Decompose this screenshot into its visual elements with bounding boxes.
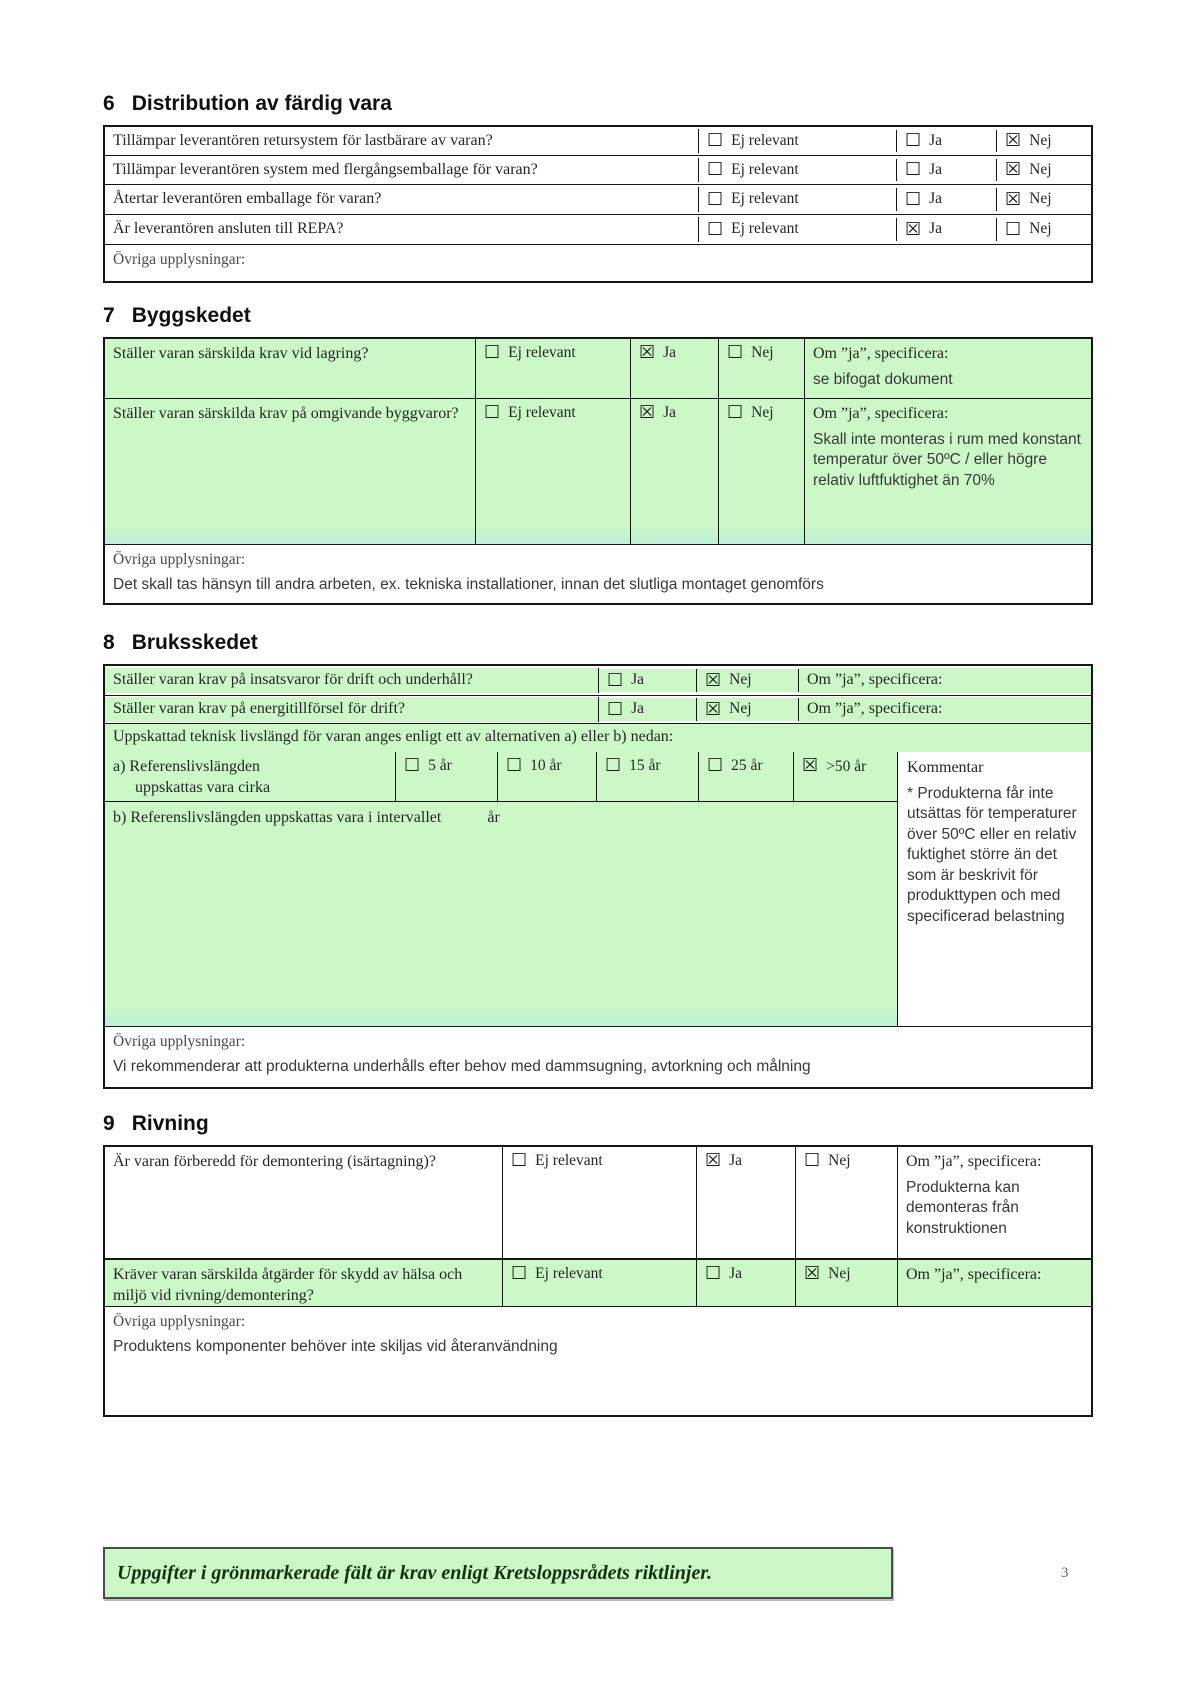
checkbox-ej-relevant[interactable]: ☐: [707, 130, 724, 151]
option-label: Nej: [1029, 131, 1052, 149]
checkbox-ja[interactable]: ☒: [905, 218, 922, 240]
section-9-number: 9: [103, 1112, 115, 1135]
checkbox-ej-relevant[interactable]: ☐: [511, 1263, 528, 1284]
specify-label: Om ”ja”, specificera:: [807, 700, 943, 718]
option-label: Ej relevant: [508, 344, 576, 361]
option-50-ar: [794, 752, 897, 801]
footer-note: Uppgifter i grönmarkerade fält är krav enligt Kretsloppsrådets riktlinjer.: [117, 1561, 713, 1584]
checkbox-ej-relevant[interactable]: ☐: [484, 402, 501, 423]
checkbox-nej[interactable]: ☒: [1005, 130, 1022, 151]
lifespan-alt-b-cell: [105, 802, 897, 1026]
checkbox-ja[interactable]: ☐: [905, 188, 922, 210]
question-cell: [105, 187, 699, 212]
question-cell: [105, 158, 699, 183]
checkbox-ej-relevant[interactable]: ☐: [484, 342, 501, 363]
specify-cell: [898, 1260, 1091, 1306]
comment-title: Kommentar: [907, 759, 984, 776]
specify-cell: [805, 399, 1091, 544]
option-ja: [897, 159, 997, 182]
section-9-title: Rivning: [131, 1112, 209, 1135]
other-info-label: Övriga upplysningar:: [113, 1033, 246, 1050]
specify-label: Om ”ja”, specificera:: [813, 345, 949, 362]
specify-answer[interactable]: Produkterna kan demonteras från konstruktionen: [906, 1178, 1020, 1237]
other-info-value[interactable]: Vi rekommenderar att produkterna underhålls efter behov med dammsugning, avtorkning och målning: [113, 1058, 811, 1076]
option-label: Nej: [828, 1152, 851, 1169]
option-10-ar: [498, 752, 597, 801]
section-7-heading: [103, 304, 1093, 328]
option-nej: [997, 159, 1091, 182]
option-nej: [997, 188, 1091, 211]
comment-cell: [898, 752, 1091, 1026]
other-info-label: Övriga upplysningar:: [113, 251, 246, 268]
lifespan-block: [105, 752, 1091, 1027]
option-label: Nej: [729, 700, 752, 718]
checkbox-nej[interactable]: ☒: [705, 698, 722, 720]
option-ja: [897, 218, 997, 241]
other-info-row: [105, 245, 1091, 281]
option-label: 25 år: [731, 757, 763, 774]
option-ej-relevant: [503, 1260, 697, 1306]
question-cell: [105, 697, 599, 722]
table-row: [105, 666, 1091, 696]
question-cell: [105, 1260, 503, 1306]
footer-note-box: [103, 1547, 893, 1599]
option-label: 10 år: [530, 757, 562, 774]
option-label: Ej relevant: [731, 160, 799, 178]
option-ja: [697, 1260, 796, 1306]
checkbox-ja[interactable]: ☐: [905, 130, 922, 151]
section-7-number: 7: [103, 304, 115, 327]
option-ej-relevant: [699, 130, 897, 153]
checkbox-ja[interactable]: ☒: [639, 342, 656, 363]
option-nej: [697, 698, 799, 721]
option-label: >50 år: [826, 758, 867, 775]
section-8-table: [103, 664, 1093, 1089]
specify-answer[interactable]: Skall inte monteras i rum med konstant temperatur över 50ºC / eller högre relativ luftfuktighet än 70%: [813, 430, 1081, 489]
option-label: Ja: [929, 220, 943, 238]
checkbox-5-ar[interactable]: ☐: [404, 755, 421, 776]
lifespan-alt-a-row: [105, 752, 897, 802]
specify-label: Om ”ja”, specificera:: [906, 1266, 1042, 1283]
option-ja: [897, 188, 997, 211]
lifespan-intro-row: [105, 724, 1091, 752]
alt-b-suffix: år: [487, 809, 500, 826]
section-6-table: [103, 125, 1093, 283]
checkbox-nej[interactable]: ☐: [727, 402, 744, 423]
checkbox-nej[interactable]: ☐: [804, 1150, 821, 1171]
checkbox-ja[interactable]: ☒: [705, 1150, 722, 1171]
question-text: Är leverantören ansluten till REPA?: [113, 220, 344, 238]
checkbox-ja[interactable]: ☐: [607, 669, 624, 691]
checkbox-ej-relevant[interactable]: ☐: [707, 218, 724, 240]
option-label: Ja: [729, 1152, 743, 1169]
other-info-value[interactable]: Produktens komponenter behöver inte skiljas vid återanvändning: [113, 1338, 558, 1356]
option-nej: [719, 339, 805, 398]
option-label: Ej relevant: [508, 404, 576, 421]
option-ja: [631, 339, 719, 398]
alt-a-label-line2: uppskattas vara cirka: [135, 778, 271, 796]
option-ej-relevant: [503, 1147, 697, 1258]
option-label: Nej: [729, 671, 752, 689]
question-cell: [105, 129, 699, 154]
question-text: Återtar leverantören emballage för varan?: [113, 190, 382, 208]
other-info-cell: [105, 545, 1091, 603]
option-ej-relevant: [699, 188, 897, 211]
other-info-label: Övriga upplysningar:: [113, 551, 246, 568]
option-label: Ej relevant: [731, 190, 799, 208]
checkbox-ej-relevant[interactable]: ☐: [511, 1150, 528, 1171]
checkbox-10-ar[interactable]: ☐: [506, 755, 523, 776]
comment-text: * Produkterna får inte utsättas för temperaturer över 50ºC eller en relativ fuktighet större än det som är beskrivit för produkttypen och med specificerad belastning: [907, 784, 1077, 925]
option-nej: [697, 669, 799, 692]
checkbox-ej-relevant[interactable]: ☐: [707, 159, 724, 180]
lifespan-left: [105, 752, 898, 1026]
option-label: Ja: [663, 404, 677, 421]
question-cell: [105, 1147, 503, 1258]
option-label: Ja: [929, 131, 943, 149]
checkbox-15-ar[interactable]: ☐: [605, 755, 622, 776]
checkbox-nej[interactable]: ☐: [1005, 218, 1022, 240]
other-info-value[interactable]: Det skall tas hänsyn till andra arbeten, ex. tekniska installationer, innan det slutliga montaget genomförs: [113, 576, 824, 594]
other-info-row: [105, 1307, 1091, 1415]
question-text: Ställer varan krav på insatsvaror för drift och underhåll?: [113, 671, 473, 689]
option-25-ar: [699, 752, 794, 801]
option-label: 5 år: [428, 757, 452, 774]
lifespan-intro-cell: [105, 724, 1091, 752]
question-text: Kräver varan särskilda åtgärder för skydd av hälsa och miljö vid rivning/demontering?: [113, 1266, 463, 1304]
section-8-heading: [103, 631, 1093, 655]
specify-answer[interactable]: se bifogat dokument: [813, 370, 953, 388]
option-ej-relevant: [476, 399, 631, 544]
question-text: Ställer varan krav på energitillförsel för drift?: [113, 700, 406, 718]
option-label: Ja: [929, 160, 943, 178]
option-ja: [897, 130, 997, 153]
option-label: Nej: [751, 404, 774, 421]
lifespan-intro-text: Uppskattad teknisk livslängd för varan anges enligt ett av alternativen a) eller b) nedan:: [113, 728, 674, 746]
section-7-table: [103, 337, 1093, 605]
document-page: [103, 92, 1093, 1599]
option-nej: [719, 399, 805, 544]
option-label: Nej: [828, 1265, 851, 1282]
checkbox-nej[interactable]: ☒: [705, 669, 722, 691]
other-info-label: Övriga upplysningar:: [113, 1313, 246, 1330]
alt-a-label-line1: a) Referenslivslängden: [113, 758, 261, 775]
checkbox-nej[interactable]: ☒: [804, 1263, 821, 1284]
checkbox-ja[interactable]: ☒: [639, 402, 656, 423]
footer: [103, 1547, 1093, 1599]
section-8-number: 8: [103, 631, 115, 654]
option-label: 15 år: [629, 757, 661, 774]
table-row: [105, 399, 1091, 545]
alt-a-label-cell: [105, 752, 396, 801]
option-label: Ej relevant: [731, 220, 799, 238]
question-cell: [105, 668, 599, 693]
specify-label: Om ”ja”, specificera:: [813, 405, 949, 422]
option-label: Ej relevant: [535, 1152, 603, 1169]
option-ja: [599, 698, 697, 721]
question-text: Ställer varan särskilda krav på omgivande byggvaror?: [113, 405, 459, 422]
option-label: Nej: [1029, 160, 1052, 178]
table-row: [105, 339, 1091, 399]
question-cell: [105, 399, 476, 544]
other-info-cell: [105, 1307, 1091, 1415]
option-5-ar: [396, 752, 498, 801]
option-label: Ej relevant: [535, 1265, 603, 1282]
specify-cell: [898, 1147, 1091, 1258]
section-6-heading: [103, 92, 1093, 116]
specify-cell: [799, 697, 1091, 722]
option-ej-relevant: [476, 339, 631, 398]
checkbox-ej-relevant[interactable]: ☐: [707, 188, 724, 210]
section-8-title: Bruksskedet: [131, 631, 258, 654]
table-row: [105, 696, 1091, 724]
table-row: [105, 215, 1091, 245]
table-row: [105, 127, 1091, 156]
specify-label: Om ”ja”, specificera:: [807, 671, 943, 689]
alt-b-label: b) Referenslivslängden uppskattas vara i intervallet: [113, 809, 442, 826]
option-nej: [997, 130, 1091, 153]
option-ja: [697, 1147, 796, 1258]
option-label: Ja: [929, 190, 943, 208]
option-ja: [631, 399, 719, 544]
question-text: Är varan förberedd för demontering (isärtagning)?: [113, 1153, 436, 1170]
section-9-table: [103, 1145, 1093, 1417]
section-6-title: Distribution av färdig vara: [131, 92, 392, 115]
option-label: Ja: [729, 1265, 743, 1282]
option-label: Ja: [663, 344, 677, 361]
table-row: [105, 1259, 1091, 1307]
other-info-cell: [105, 1027, 1091, 1087]
checkbox-nej[interactable]: ☐: [727, 342, 744, 363]
checkbox-ja[interactable]: ☐: [705, 1263, 722, 1284]
checkbox-50-ar[interactable]: ☒: [802, 755, 819, 776]
option-15-ar: [597, 752, 699, 801]
option-ja: [599, 669, 697, 692]
option-label: Nej: [751, 344, 774, 361]
option-nej: [796, 1147, 898, 1258]
section-6-number: 6: [103, 92, 115, 115]
specify-cell: [805, 339, 1091, 398]
section-9-heading: [103, 1112, 1093, 1136]
specify-label: Om ”ja”, specificera:: [906, 1153, 1042, 1170]
page-number: 3: [1061, 1564, 1069, 1581]
question-text: Tillämpar leverantören retursystem för lastbärare av varan?: [113, 131, 493, 149]
option-ej-relevant: [699, 159, 897, 182]
option-label: Nej: [1029, 220, 1052, 238]
table-row: [105, 185, 1091, 215]
option-nej: [997, 218, 1091, 241]
section-7-title: Byggskedet: [131, 304, 251, 327]
other-info-row: [105, 545, 1091, 603]
option-label: Ja: [631, 671, 645, 689]
checkbox-ja[interactable]: ☐: [607, 698, 624, 720]
checkbox-nej[interactable]: ☒: [1005, 188, 1022, 210]
option-label: Ja: [631, 700, 645, 718]
checkbox-nej[interactable]: ☒: [1005, 159, 1022, 180]
option-label: Nej: [1029, 190, 1052, 208]
specify-cell: [799, 668, 1091, 693]
checkbox-25-ar[interactable]: ☐: [707, 755, 724, 776]
other-info-cell: [105, 245, 1091, 281]
option-nej: [796, 1260, 898, 1306]
question-cell: [105, 217, 699, 242]
table-row: [105, 1147, 1091, 1259]
question-text: Ställer varan särskilda krav vid lagring?: [113, 345, 369, 362]
option-ej-relevant: [699, 218, 897, 241]
checkbox-ja[interactable]: ☐: [905, 159, 922, 180]
option-label: Ej relevant: [731, 131, 799, 149]
table-row: [105, 156, 1091, 185]
other-info-row: [105, 1027, 1091, 1087]
question-text: Tillämpar leverantören system med flergångsemballage för varan?: [113, 160, 538, 178]
question-cell: [105, 339, 476, 398]
